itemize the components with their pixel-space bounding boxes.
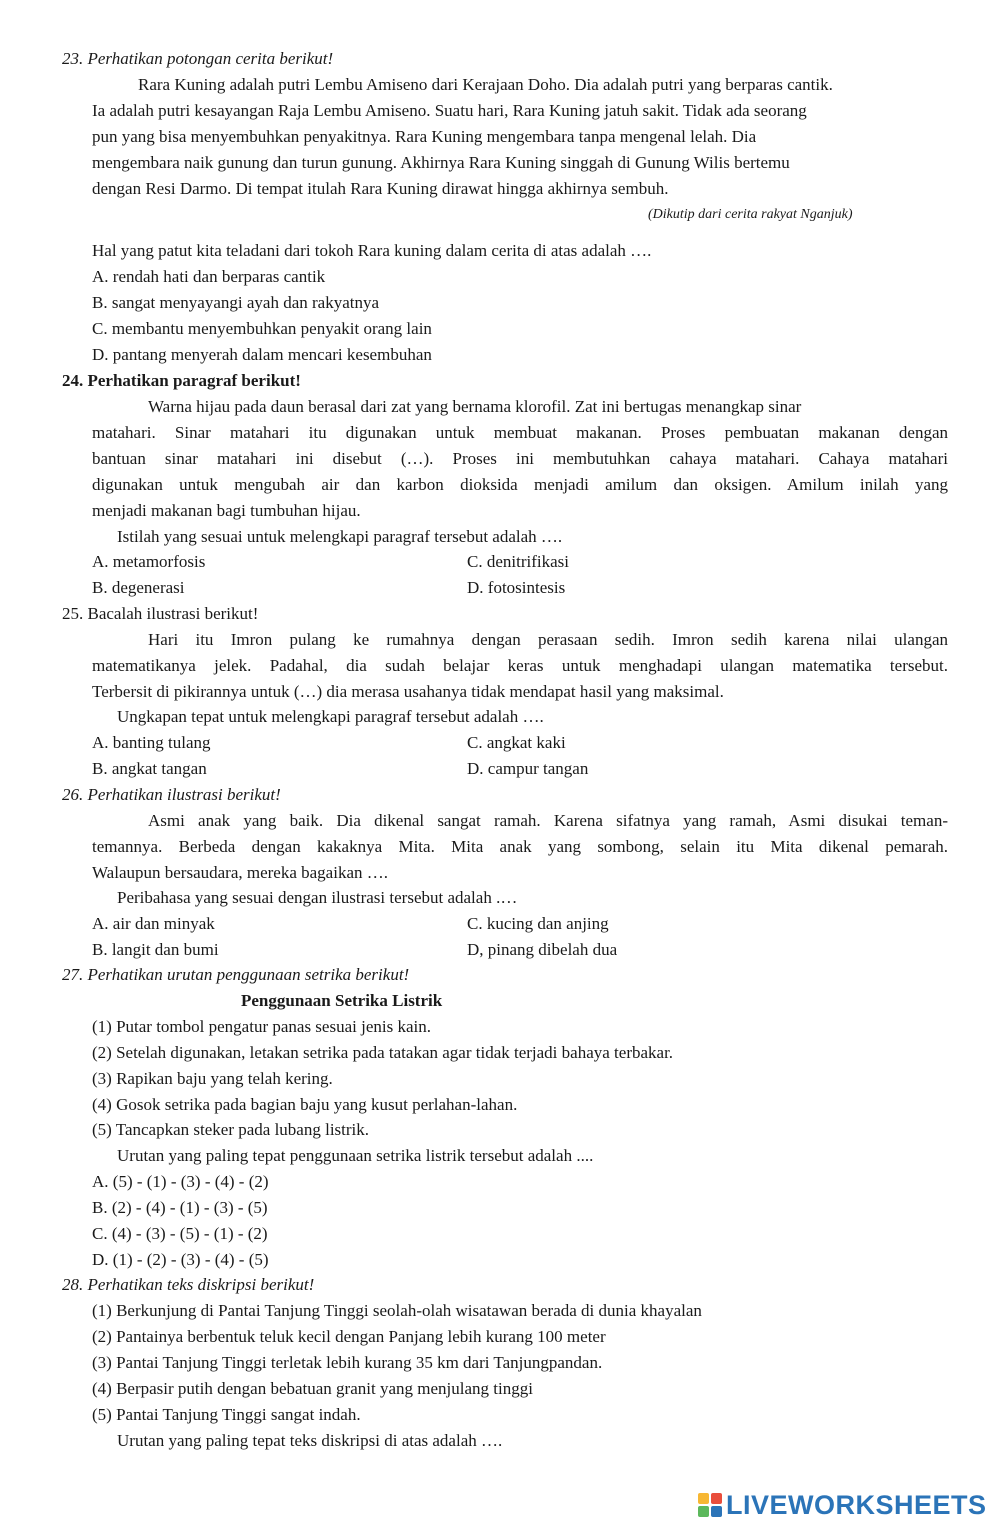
q28-step: (5) Pantai Tanjung Tinggi sangat indah. bbox=[92, 1405, 361, 1424]
q25-option-d[interactable]: D. campur tangan bbox=[467, 759, 589, 778]
q24-option-c[interactable]: C. denitrifikasi bbox=[467, 552, 569, 571]
q23-option-b[interactable]: B. sangat menyayangi ayah dan rakyatnya bbox=[92, 293, 380, 312]
q23-story-line: pun yang bisa menyembuhkan penyakitnya. Rara Kuning mengembara tanpa mengenal lelah. Dia bbox=[92, 127, 757, 146]
q26-option-b[interactable]: B. langit dan bumi bbox=[92, 940, 219, 959]
q24-option-b[interactable]: B. degenerasi bbox=[92, 578, 185, 597]
q23-option-c[interactable]: C. membantu menyembuhkan penyakit orang lain bbox=[92, 319, 432, 338]
q27-question: Urutan yang paling tepat penggunaan setrika listrik tersebut adalah .... bbox=[117, 1146, 594, 1165]
q27-step: (1) Putar tombol pengatur panas sesuai jenis kain. bbox=[92, 1017, 431, 1036]
q27-option-b[interactable]: B. (2) - (4) - (1) - (3) - (5) bbox=[92, 1198, 268, 1217]
q28-step: (1) Berkunjung di Pantai Tanjung Tinggi seolah-olah wisatawan berada di dunia khayalan bbox=[92, 1301, 702, 1320]
q24-paragraph-line: matahari. Sinar matahari itu digunakan untuk membuat makanan. Proses pembuatan makanan dengan bbox=[92, 423, 948, 442]
q26-question: Peribahasa yang sesuai dengan ilustrasi tersebut adalah .… bbox=[117, 888, 518, 907]
q23-source: (Dikutip dari cerita rakyat Nganjuk) bbox=[648, 207, 853, 222]
logo-square-blue bbox=[711, 1506, 722, 1517]
q27-option-a[interactable]: A. (5) - (1) - (3) - (4) - (2) bbox=[92, 1172, 269, 1191]
q23-option-a[interactable]: A. rendah hati dan berparas cantik bbox=[92, 267, 326, 286]
q28-step: (3) Pantai Tanjung Tinggi terletak lebih kurang 35 km dari Tanjungpandan. bbox=[92, 1353, 603, 1372]
q25-question: Ungkapan tepat untuk melengkapi paragraf tersebut adalah …. bbox=[117, 707, 544, 726]
q24-paragraph-line: menjadi makanan bagi tumbuhan hijau. bbox=[92, 501, 361, 520]
q23-story-line: dengan Resi Darmo. Di tempat itulah Rara Kuning dirawat hingga akhirnya sembuh. bbox=[92, 179, 669, 198]
q27-step: (4) Gosok setrika pada bagian baju yang kusut perlahan-lahan. bbox=[92, 1095, 518, 1114]
q23-story-line: Ia adalah putri kesayangan Raja Lembu Amiseno. Suatu hari, Rara Kuning jatuh sakit. Tidak ada seorang bbox=[92, 101, 807, 120]
q23-title: 23. Perhatikan potongan cerita berikut! bbox=[62, 49, 334, 68]
q27-option-c[interactable]: C. (4) - (3) - (5) - (1) - (2) bbox=[92, 1224, 268, 1243]
q26-paragraph-line: Asmi anak yang baik. Dia dikenal sangat ramah. Karena sifatnya yang ramah, Asmi disukai teman- bbox=[148, 811, 948, 830]
q24-title: 24. Perhatikan paragraf berikut! bbox=[62, 371, 301, 390]
q23-story-line: Rara Kuning adalah putri Lembu Amiseno dari Kerajaan Doho. Dia adalah putri yang berparas cantik. bbox=[138, 75, 833, 94]
q24-paragraph-line: digunakan untuk mengubah air dan karbon dioksida menjadi amilum dan oksigen. Amilum inilah yang bbox=[92, 475, 948, 494]
q26-title: 26. Perhatikan ilustrasi berikut! bbox=[62, 785, 281, 804]
logo-square-yellow bbox=[698, 1493, 709, 1504]
q25-option-c[interactable]: C. angkat kaki bbox=[467, 733, 566, 752]
q24-paragraph-text: Warna hijau pada daun berasal dari zat yang bernama klorofil. Zat ini bertugas menangkap sinar bbox=[148, 397, 802, 416]
q25-paragraph-line: matematikanya jelek. Padahal, dia sudah belajar keras untuk menghadapi ulangan matematika tersebut. bbox=[92, 656, 948, 675]
logo-square-green bbox=[698, 1506, 709, 1517]
liveworksheets-logo[interactable] bbox=[698, 1490, 987, 1520]
q28-question: Urutan yang paling tepat teks diskripsi di atas adalah …. bbox=[117, 1431, 503, 1450]
liveworksheets-logo-icon bbox=[698, 1493, 722, 1517]
liveworksheets-logo-text: LIVEWORKSHEETS bbox=[726, 1489, 987, 1520]
q28-title: 28. Perhatikan teks diskripsi berikut! bbox=[62, 1275, 315, 1294]
q26-option-a[interactable]: A. air dan minyak bbox=[92, 914, 215, 933]
q28-step: (2) Pantainya berbentuk teluk kecil dengan Panjang lebih kurang 100 meter bbox=[92, 1327, 606, 1346]
q25-option-b[interactable]: B. angkat tangan bbox=[92, 759, 207, 778]
q25-paragraph-line: Hari itu Imron pulang ke rumahnya dengan perasaan sedih. Imron sedih karena nilai ulangan bbox=[148, 630, 948, 649]
q27-step: (5) Tancapkan steker pada lubang listrik. bbox=[92, 1120, 370, 1139]
q26-option-c[interactable]: C. kucing dan anjing bbox=[467, 914, 609, 933]
q26-option-d[interactable]: D, pinang dibelah dua bbox=[467, 940, 618, 959]
q26-paragraph-line: temannya. Berbeda dengan kakaknya Mita. Mita anak yang sombong, selain itu Mita dikenal pemarah. bbox=[92, 837, 948, 856]
q26-paragraph-line: Walaupun bersaudara, mereka bagaikan …. bbox=[92, 863, 388, 882]
q23-story-line: mengembara naik gunung dan turun gunung. Akhirnya Rara Kuning singgah di Gunung Wilis bertemu bbox=[92, 153, 790, 172]
q27-heading: Penggunaan Setrika Listrik bbox=[241, 991, 443, 1010]
q28-step: (4) Berpasir putih dengan bebatuan granit yang menjulang tinggi bbox=[92, 1379, 533, 1398]
q23-question: Hal yang patut kita teladani dari tokoh Rara kuning dalam cerita di atas adalah …. bbox=[92, 241, 652, 260]
q24-question: Istilah yang sesuai untuk melengkapi paragraf tersebut adalah …. bbox=[117, 527, 563, 546]
q27-option-d[interactable]: D. (1) - (2) - (3) - (4) - (5) bbox=[92, 1250, 269, 1269]
q24-option-d[interactable]: D. fotosintesis bbox=[467, 578, 566, 597]
q27-title: 27. Perhatikan urutan penggunaan setrika berikut! bbox=[62, 965, 410, 984]
q27-step: (3) Rapikan baju yang telah kering. bbox=[92, 1069, 333, 1088]
q27-step: (2) Setelah digunakan, letakan setrika pada tatakan agar tidak terjadi bahaya terbakar. bbox=[92, 1043, 674, 1062]
q25-option-a[interactable]: A. banting tulang bbox=[92, 733, 211, 752]
q24-paragraph-line: bantuan sinar matahari ini disebut (…). Proses ini membutuhkan cahaya matahari. Cahaya matahari bbox=[92, 449, 948, 468]
q23-option-d[interactable]: D. pantang menyerah dalam mencari kesembuhan bbox=[92, 345, 432, 364]
q24-paragraph-line bbox=[148, 396, 948, 418]
q25-paragraph-line: Terbersit di pikirannya untuk (…) dia merasa usahanya tidak mendapat hasil yang maksimal. bbox=[92, 682, 724, 701]
q25-title: 25. Bacalah ilustrasi berikut! bbox=[62, 604, 259, 623]
q24-option-a[interactable]: A. metamorfosis bbox=[92, 552, 206, 571]
logo-square-red bbox=[711, 1493, 722, 1504]
